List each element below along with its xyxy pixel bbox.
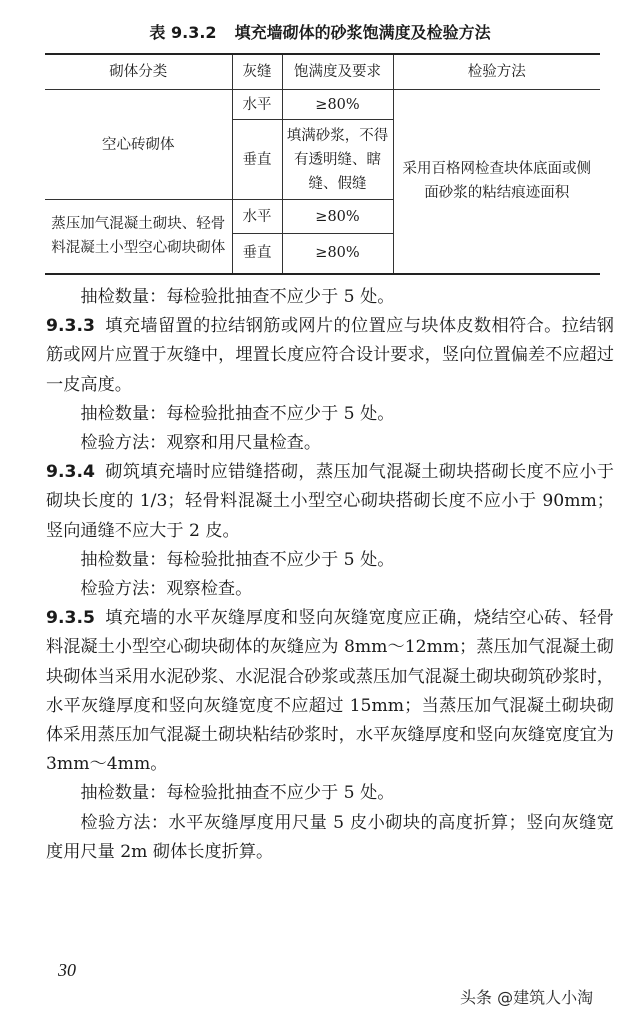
joint-cell: 水平 [232,90,282,120]
mortar-fullness-table [45,53,600,275]
header-inspection-method: 检验方法 [393,54,600,90]
requirement-cell: ≥80% [282,90,393,120]
joint-cell: 垂直 [232,234,282,274]
table-title: 填充墙砌体的砂浆饱满度及检验方法 [234,23,491,42]
requirement-cell: ≥80% [282,200,393,234]
table-row [45,90,600,120]
sampling-quantity-932: 抽检数量：每检验批抽查不应少于 5 处。 [80,287,395,307]
table-caption [0,20,640,43]
requirement-cell: ≥80% [282,234,393,274]
requirement-cell: 填满砂浆，不得有透明缝、瞎缝、假缝 [282,120,393,200]
clause-number: 9.3.3 [46,316,95,337]
clause-9-3-4 [46,458,614,546]
category-hollow-brick: 空心砖砌体 [45,90,232,200]
header-joint: 灰缝 [232,54,282,90]
source-watermark: 头条 @建筑人小淘 [460,988,594,1007]
sampling-quantity-934: 抽检数量：每检验批抽查不应少于 5 处。 [80,549,395,570]
inspection-method-933: 检验方法：观察和用尺量检查。 [80,433,322,454]
joint-cell: 垂直 [232,120,282,200]
document-body [46,283,614,867]
table-header-row [45,54,600,90]
clause-number: 9.3.4 [46,462,95,483]
clause-number: 9.3.5 [46,608,95,629]
inspection-method-934: 检验方法：观察检查。 [80,579,253,600]
clause-text: 砌筑填充墙时应错缝搭砌，蒸压加气混凝土砌块搭砌长度不应小于砌块长度的 1/3；轻骨料混凝土小型空心砌块搭砌长度不应小于 90mm；竖向通缝不应大于 2 皮。 [46,462,614,541]
header-fullness-requirement: 饱满度及要求 [282,54,393,90]
clause-9-3-3 [46,312,614,400]
sampling-quantity-935: 抽检数量：每检验批抽查不应少于 5 处。 [80,783,395,804]
sampling-quantity-933: 抽检数量：每检验批抽查不应少于 5 处。 [80,403,395,424]
clause-9-3-5 [46,604,614,779]
header-masonry-type: 砌体分类 [45,54,232,90]
inspection-method-935: 检验方法：水平灰缝厚度用尺量 5 皮小砌块的高度折算；竖向灰缝宽度用尺量 2m 砌体长度折算。 [46,812,614,862]
category-aerated-block: 蒸压加气混凝土砌块、轻骨料混凝土小型空心砌块砌体 [45,200,232,274]
clause-text: 填充墙留置的拉结钢筋或网片的位置应与块体皮数相符合。拉结钢筋或网片应置于灰缝中，埋置长度应符合设计要求，竖向位置偏差不应超过一皮高度。 [46,316,614,395]
table-number: 表 9.3.2 [149,23,217,42]
page-number: 30 [58,960,76,980]
clause-text: 填充墙的水平灰缝厚度和竖向灰缝宽度应正确，烧结空心砖、轻骨料混凝土小型空心砌块砌体的灰缝应为 8mm～12mm；蒸压加气混凝土砌块砌体当采用水泥砂浆、水泥混合砂浆或蒸压加气混凝土砌块砌筑砂浆时，水平灰缝厚度和竖向灰缝宽度不应超过 15mm；当蒸压加气混凝土砌块砌体采用蒸压加气混凝土砌块粘结砂浆时，水平灰缝厚度和竖向灰缝宽度宜为 3mm～4mm。 [46,608,614,775]
joint-cell: 水平 [232,200,282,234]
inspection-method-cell: 采用百格网检查块体底面或侧面砂浆的粘结痕迹面积 [393,90,600,274]
